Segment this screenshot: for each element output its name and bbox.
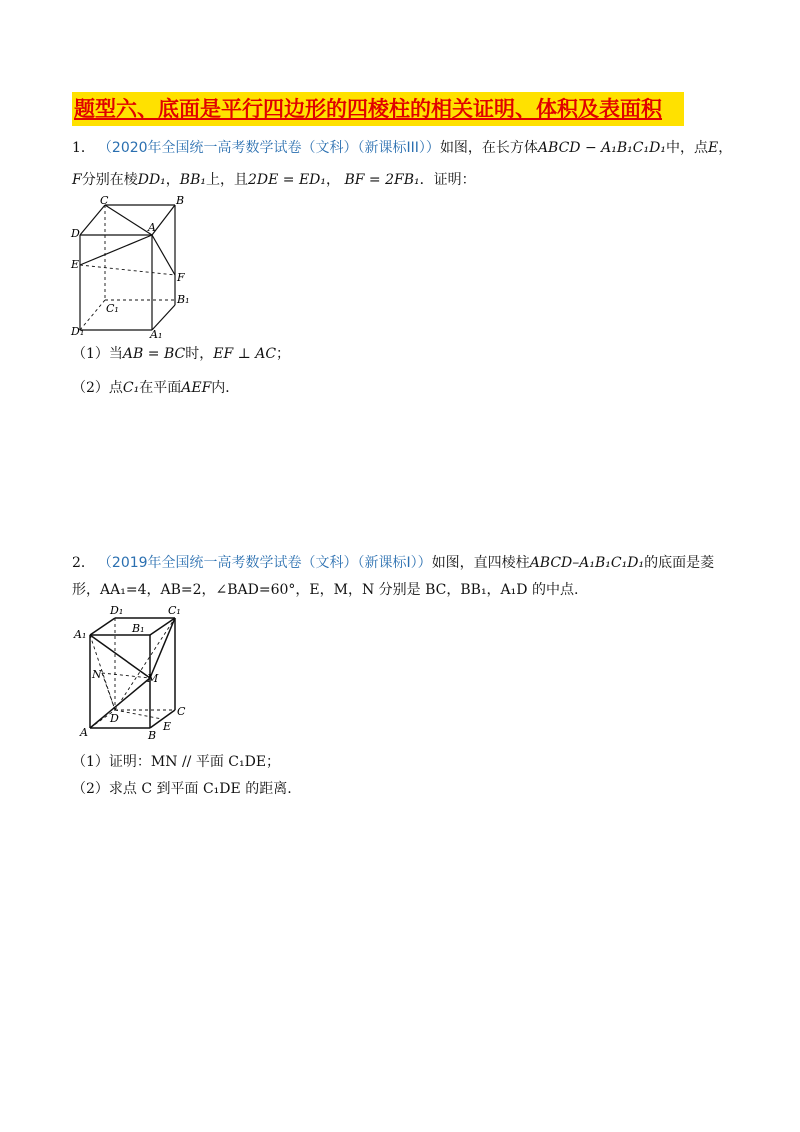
problem2-line2: 形，AA₁=4，AB=2，∠BAD=60°，E，M，N 分别是 BC，BB₁，A₁D 的中点. — [72, 582, 579, 598]
fig2-label-d1: D₁ — [110, 604, 124, 617]
problem1-text: 上，且 — [205, 172, 248, 188]
problem1-text: ， — [165, 172, 180, 188]
problem1-condition-2: BF = 2FB₁ — [344, 172, 420, 188]
problem2-prism: ABCD–A₁B₁C₁D₁ — [529, 555, 645, 571]
problem2-line1 — [72, 553, 714, 573]
problem1-line2 — [72, 170, 476, 190]
problem1-q1-condition: AB = BC — [122, 346, 186, 362]
problem2-question2: （2）求点 C 到平面 C₁DE 的距离. — [72, 781, 292, 797]
fig1-label-d1: D₁ — [71, 325, 85, 338]
problem2-number: 2． — [72, 555, 95, 571]
fig2-label-b1: B₁ — [132, 622, 145, 635]
fig2-label-e: E — [163, 720, 172, 733]
problem1-source: （2020年全国统一高考数学试卷（文科）（新课标III）） — [104, 140, 440, 156]
problem1-text: ， — [326, 172, 341, 188]
fig2-label-b: B — [148, 729, 157, 740]
problem1-q2-plane: AEF — [181, 380, 212, 396]
fig2-label-c1: C₁ — [168, 604, 181, 617]
fig1-label-a1: A₁ — [150, 328, 163, 340]
problem1-intro: 如图，在长方体 — [439, 140, 538, 156]
fig2-label-a1: A₁ — [74, 628, 87, 641]
problem1-point-e: E — [707, 140, 719, 156]
problem1-question2 — [72, 378, 239, 398]
fig1-label-e: E — [71, 258, 80, 271]
fig2-label-a: A — [80, 726, 88, 739]
fig1-label-b: B — [176, 195, 185, 207]
fig2-label-c: C — [177, 705, 186, 718]
problem1-q2-point: C₁ — [122, 380, 140, 396]
problem2-intro: 如图，直四棱柱 — [431, 555, 530, 571]
problem1-text: 中，点 — [665, 140, 708, 156]
fig1-label-c: C — [100, 195, 109, 207]
problem2-source: （2019年全国统一高考数学试卷（文科）（新课标Ⅰ）） — [104, 555, 432, 571]
problem1-line1 — [72, 138, 732, 158]
problem1-figure-cuboid — [70, 195, 190, 340]
problem1-point-f: F — [72, 172, 82, 188]
fig1-label-a: A — [148, 221, 156, 234]
fig1-label-f: F — [177, 271, 185, 284]
section-title: 题型六、底面是平行四边形的四棱柱的相关证明、体积及表面积 — [72, 92, 684, 126]
problem1-text: ．证明： — [419, 172, 476, 188]
fig2-label-d: D — [110, 712, 119, 725]
problem2-question1: （1）证明：MN // 平面 C₁DE； — [72, 754, 281, 770]
problem1-q1-claim: EF ⊥ AC — [213, 346, 277, 362]
problem1-text: （2）点 — [72, 380, 123, 396]
fig2-label-m: M — [147, 672, 159, 685]
problem1-text: 分别在棱 — [81, 172, 138, 188]
problem1-text: 内． — [211, 380, 240, 396]
problem1-prism: ABCD − A₁B₁C₁D₁ — [537, 140, 666, 156]
problem2-figure-prism — [70, 600, 200, 740]
problem1-text: ； — [276, 346, 291, 362]
problem1-edge-dd1: DD₁ — [137, 172, 166, 188]
problem1-condition-1: 2DE = ED₁ — [247, 172, 327, 188]
fig1-label-c1: C₁ — [106, 302, 119, 315]
problem1-edge-bb1: BB₁ — [179, 172, 206, 188]
problem1-question1 — [72, 344, 290, 364]
fig2-label-n: N — [92, 668, 102, 681]
problem2-text: 的底面是菱 — [644, 555, 715, 571]
problem1-text: 时， — [185, 346, 214, 362]
problem1-number: 1． — [72, 140, 95, 156]
problem1-text: （1）当 — [72, 346, 123, 362]
problem1-text: 在平面 — [139, 380, 182, 396]
problem1-text: ， — [718, 140, 733, 156]
fig1-label-d: D — [71, 227, 80, 240]
fig1-label-b1: B₁ — [177, 293, 190, 306]
